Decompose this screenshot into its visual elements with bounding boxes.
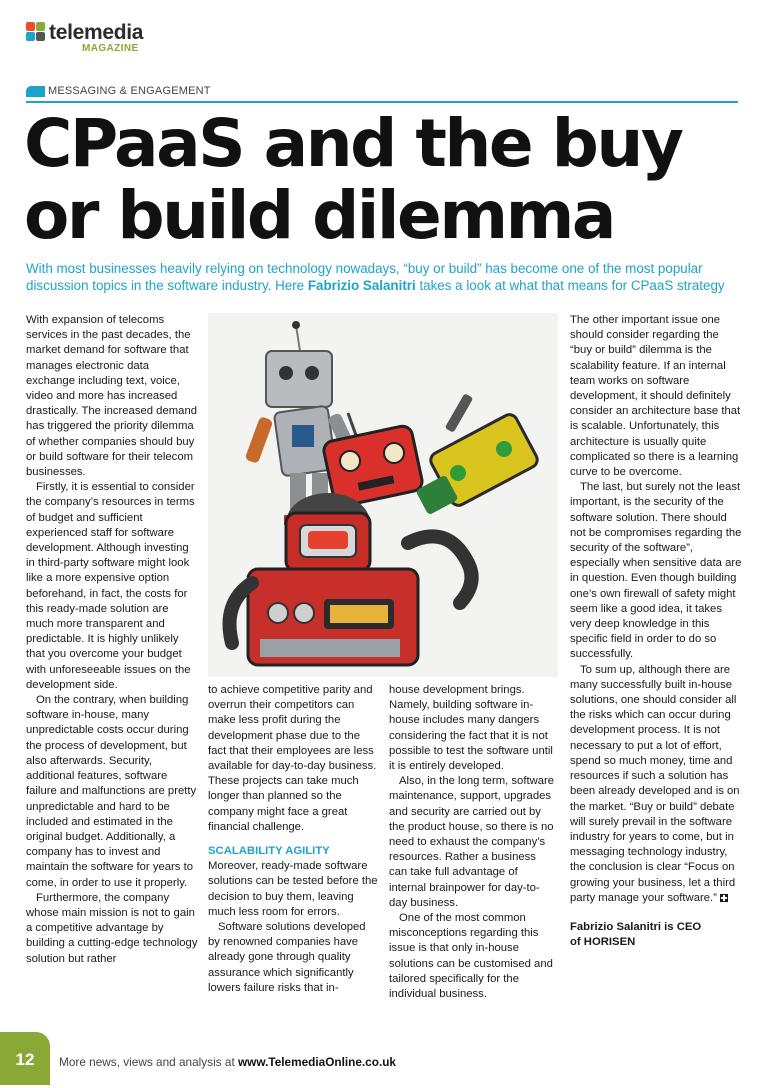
paragraph: One of the most common misconceptions regarding this issue is that only in-house solutions can be customised and tailored specifically for the individual business.: [389, 912, 553, 1001]
paragraph: Furthermore, the company whose main mission is not to gain a competitive advantage by building a cutting-edge technology solution but rather: [26, 891, 198, 965]
masthead-logo: [26, 22, 186, 58]
toy-robots-illustration: [208, 313, 558, 677]
logo-wordmark: telemedia: [49, 21, 144, 44]
paragraph: The last, but surely not the least important, is the security of the software solution. There should not be compromises regarding the security of the software”, especially when sensitive data are in question. Even though building one’s own firewall of safety might seem like a good idea, it takes very deep knowledge in this specific field in order to do so successfully.: [570, 481, 742, 661]
paragraph-final: [570, 663, 742, 906]
headline-line-1: CPaaS and the buy: [24, 105, 682, 182]
standfirst-outro: takes a look at what that means for CPaaS strategy: [415, 277, 725, 293]
section-label: MESSAGING & ENGAGEMENT: [48, 85, 211, 97]
headline: [24, 105, 744, 254]
article-column-1: [26, 313, 198, 967]
author-bio-line-2: of HORISEN: [570, 936, 636, 949]
section-tab-icon: [26, 86, 45, 97]
standfirst-intro: With most businesses heavily relying on technology nowadays, “buy or build” has become one of the most popular discussion topics in the software industry. Here: [26, 261, 703, 293]
end-of-article-icon: [720, 894, 728, 902]
article-column-3: [389, 683, 557, 1002]
subheading: SCALABILITY AGILITY: [208, 845, 330, 858]
footer-url-link[interactable]: www.TelemediaOnline.co.uk: [238, 1055, 396, 1069]
paragraph: The other important issue one should consider regarding the “buy or build” dilemma is the scalability feature. If an internal team works on software development, it should definitely consider an architecture base that is scalable. Unfortunately, this architecture is usually quite complicated so there is a learning curve to be overcome.: [570, 314, 741, 479]
author-bio: [570, 920, 742, 950]
headline-line-2: or build dilemma: [24, 177, 614, 254]
standfirst: [26, 261, 742, 294]
footer-line: [59, 1055, 396, 1069]
paragraph: Firstly, it is essential to consider the company’s resources in terms of budget and sufficient experienced staff for software development. Although investing in third-party software might look like a more expensive option beforehand, in fact, the costs for this ready-made solution are much more transparent and predictable. It is highly unlikely that you overcome your budget with unforeseeable issues on the development side.: [26, 481, 195, 691]
footer-text: More news, views and analysis at: [59, 1055, 238, 1069]
paragraph: to achieve competitive parity and overrun their competitors can make less profit during the development phase due to the fact that their employees are less available for day-to-day business. These projects can take much longer than planned so the company might face a great financial challenge.: [208, 684, 377, 833]
paragraph: Software solutions developed by renowned companies have already gone through quality assurance which significantly lowers failure risks that in-: [208, 921, 366, 994]
section-bar: [26, 85, 738, 103]
logo-subtitle: MAGAZINE: [82, 43, 139, 54]
article-column-2: [208, 683, 378, 996]
paragraph: Also, in the long term, software maintenance, support, upgrades and security are carried out by the product house, so there is no need to exhaust the company’s resources. Rather a business can take full advantage of internal brainpower for day-to-day business.: [389, 775, 555, 909]
paragraph: house development brings. Namely, building software in-house includes many dangers considering the fact that it is not possible to test the software until it is entirely developed.: [389, 684, 553, 773]
article-column-4: [570, 313, 742, 950]
standfirst-author: Fabrizio Salanitri: [307, 277, 416, 293]
paragraph: Moreover, ready-made software solutions can be tested before the decision to buy them, leaving much less room for errors.: [208, 860, 378, 918]
telemedia-logo-icon: [26, 22, 46, 42]
robots-photo: [208, 313, 558, 677]
author-bio-line-1: Fabrizio Salanitri is CEO: [570, 920, 702, 933]
paragraph: With expansion of telecoms services in the past decades, the market demand for software that manages electronic data exchange including text, voice, video and more has increased drastically. The increased demand has triggered the priority dilemma of whether companies should buy or build software for their telecom businesses.: [26, 314, 198, 479]
paragraph: On the contrary, when building software in-house, many unpredictable costs occur during the process of development, but also afterwards. Security, additional features, software failure and malfunctions are pretty unpredictable and hard to be included and estimated in the original budget. Additionally, a company has to invest and maintain the software for years to come, in order to use it properly.: [26, 694, 197, 889]
page-number: 12: [0, 1032, 50, 1085]
paragraph-final-text: To sum up, although there are many successfully built in-house solutions, one should consider all the risks which can occur during development process. It is not necessary to put a lot of effort, spend so much money, time and resources if such a solution has been already developed and is on the market. “Buy or build” debate will surely prevail in the software industry for years to come, but in messaging technology industry, the conclusion is clear “Focus on growing your business, let a third party manage your software.”: [570, 663, 740, 904]
